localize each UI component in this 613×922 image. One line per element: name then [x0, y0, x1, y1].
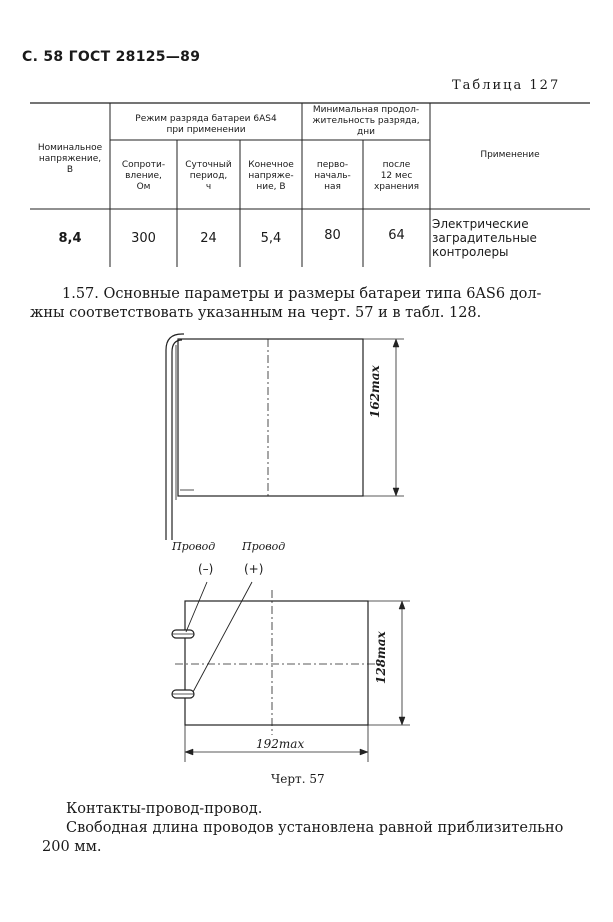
header-final-voltage: Конечное напряже- ние, В — [248, 160, 294, 192]
dim-label-192: 192max — [256, 737, 305, 751]
cell-voltage: 8,4 — [58, 231, 82, 246]
cell-application: Электрические заградительные контролеры — [432, 217, 537, 259]
figure-caption: Черт. 57 — [271, 772, 325, 786]
header-nominal-voltage: Номинальное напряжение, В — [37, 143, 103, 175]
paragraph-1-57: 1.57. Основные параметры и размеры батареи типа 6AS6 дол- жны соответствовать указанным на черт. 57 и в табл. 128. — [30, 286, 542, 321]
header-daily-period: Суточный период, ч — [185, 160, 232, 192]
header-resistance: Сопроти- вление, Ом — [121, 160, 166, 192]
table-caption: Таблица 127 — [452, 78, 561, 93]
battery-top-outline — [185, 601, 368, 725]
battery-side-outline — [178, 339, 363, 496]
cell-final: 5,4 — [260, 231, 282, 246]
cell-resistance: 300 — [131, 231, 156, 246]
wire-minus-side — [166, 334, 184, 530]
label-minus: (–) — [198, 562, 214, 576]
header-min-duration: Минимальная продол- жительность разряда, дни — [312, 105, 420, 137]
label-wire-2: Провод — [242, 540, 286, 553]
header-discharge-mode: Режим разряда батареи 6AS4 при применении — [135, 114, 277, 135]
cell-period: 24 — [200, 231, 217, 246]
page-header: С. 58 ГОСТ 28125—89 — [22, 49, 201, 65]
label-plus: (+) — [244, 562, 264, 576]
cell-after: 64 — [388, 228, 405, 243]
dim-label-128: 128max — [374, 631, 388, 684]
footer-text: Контакты-провод-провод. Свободная длина проводов установлена равной приблизительно 200 мм. — [42, 801, 564, 855]
header-application: Применение — [480, 150, 540, 160]
header-initial: перво- началь- ная — [314, 160, 351, 192]
label-wire-1: Провод — [172, 540, 216, 553]
cell-initial: 80 — [324, 228, 341, 243]
header-after-storage: после 12 мес хранения — [373, 160, 420, 192]
dim-label-162: 162max — [368, 365, 382, 418]
